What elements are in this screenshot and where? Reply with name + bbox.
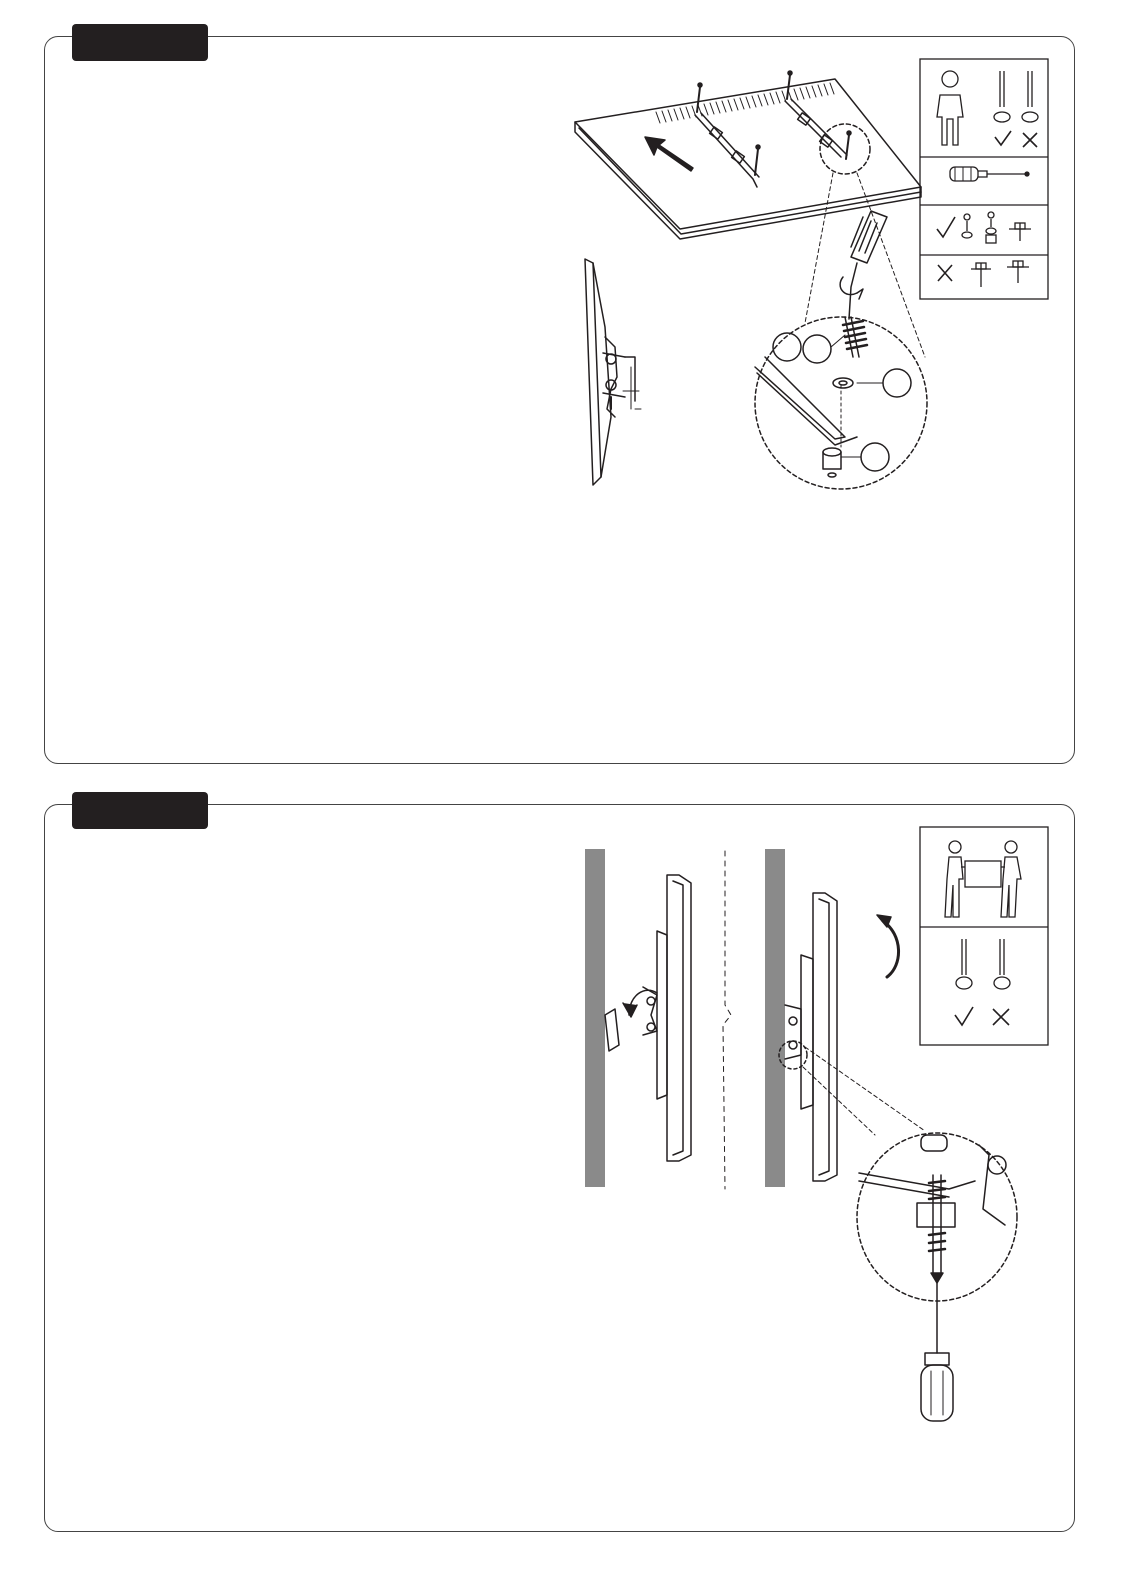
two-person-lift-icon [945, 841, 1021, 917]
step-2-illustration [45, 805, 1076, 1533]
step-2-legend [920, 827, 1048, 1045]
part-callout [883, 369, 911, 397]
tv-side-view-hooking [605, 875, 691, 1161]
tv-brackets [695, 71, 851, 187]
screwdriver-tightening-good-bad-icon [955, 939, 1010, 1025]
zoom-marker [820, 124, 870, 174]
screwdriver-icon [840, 211, 887, 319]
direction-arrow [645, 137, 693, 171]
correct-screw-washer-spacer-icon [937, 212, 1031, 243]
step-1-illustration [45, 37, 1076, 765]
screwdriver-icon [921, 1273, 953, 1421]
step-2-panel [44, 804, 1075, 1532]
wall [585, 849, 605, 1187]
incorrect-screw-icon [938, 261, 1029, 287]
part-callout [861, 443, 889, 471]
wall [765, 849, 785, 1187]
screwdriver-icon [950, 167, 1029, 181]
one-person-icon [937, 71, 963, 145]
rotate-arrow [883, 921, 899, 977]
tv-side-view-mounted [785, 893, 837, 1181]
divider-line [723, 851, 731, 1189]
tv-side-view [585, 259, 641, 485]
step-1-panel [44, 36, 1075, 764]
step-1-legend [920, 59, 1048, 299]
zoomed-screw-detail [755, 317, 927, 489]
part-callout [773, 333, 801, 361]
part-callout [803, 335, 831, 363]
screwdriver-tightening-good-bad-icon [994, 71, 1038, 147]
